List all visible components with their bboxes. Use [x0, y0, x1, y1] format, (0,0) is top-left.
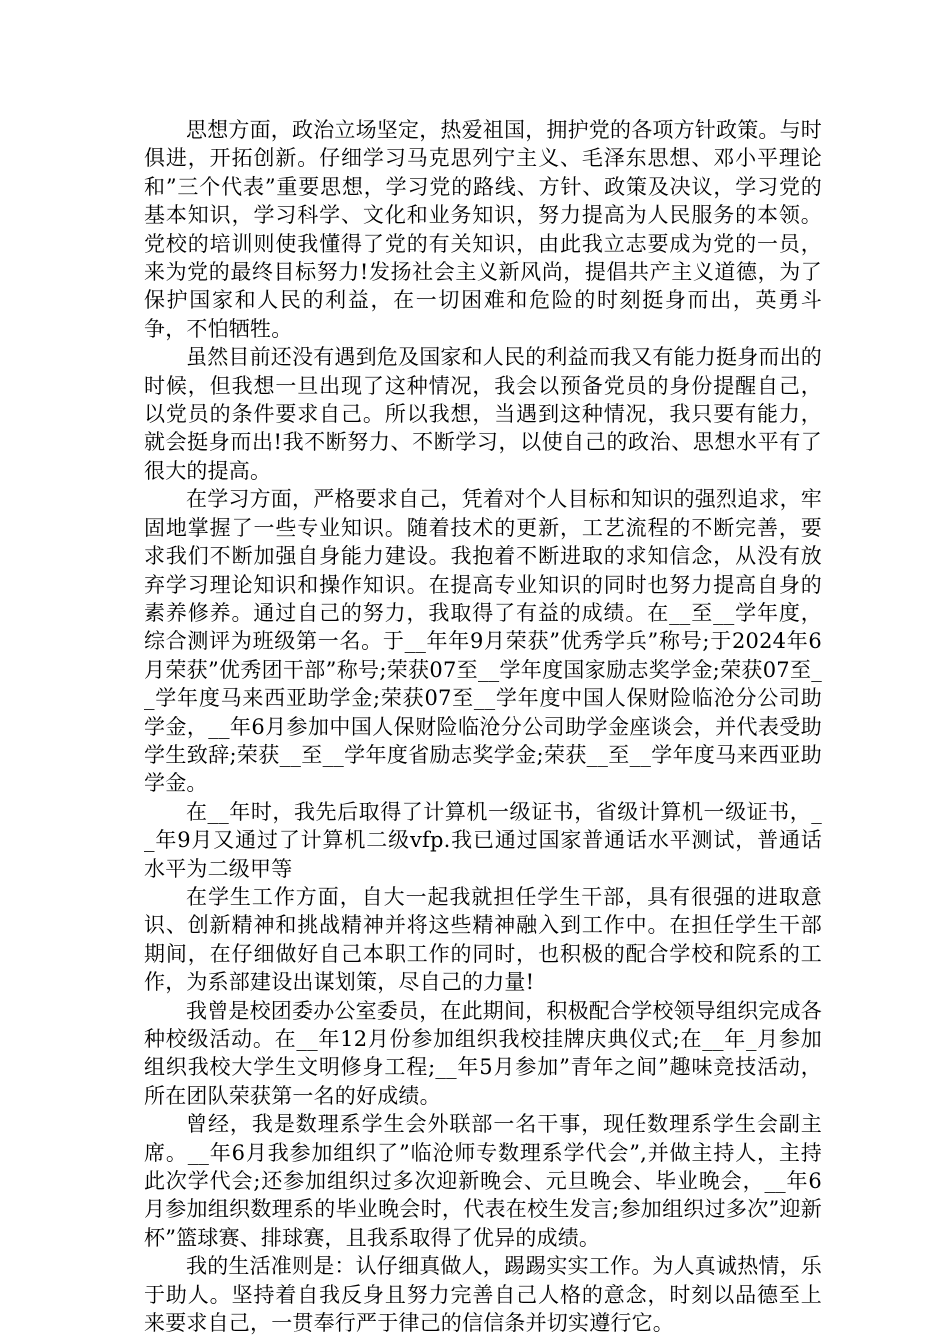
paragraph-certificates: 在__年时，我先后取得了计算机一级证书，省级计算机一级证书，__年9月又通过了计算机二级vfp.我已通过国家普通话水平测试，普通话水平为二级甲等: [144, 799, 822, 881]
paragraph-study: 在学习方面，严格要求自己，凭着对个人目标和知识的强烈追求，牢固地掌握了一些专业知识。随着技术的更新，工艺流程的不断完善，要求我们不断加强自身能力建设。我抱着不断进取的求知信念，从没有放弃学习理论知识和操作知识。在提高专业知识的同时也努力提高自身的素养修养。通过自己的努力，我取得了有益的成绩。在__至__学年度，综合测评为班级第一名。于__年年9月荣获”优秀学兵”称号;于2024年6月荣获”优秀团干部”称号;荣获07至__学年度国家励志奖学金;荣获07至__学年度马来西亚助学金;荣获07至__学年度中国人保财险临沧分公司助学金，__年6月参加中国人保财险临沧分公司助学金座谈会，并代表受助学生致辞;荣获__至__学年度省励志奖学金;荣获__至__学年度马来西亚助学金。: [144, 487, 822, 796]
paragraph-political-thought: 思想方面，政治立场坚定，热爱祖国，拥护党的各项方针政策。与时俱进，开拓创新。仔细学习马克思列宁主义、毛泽东思想、邓小平理论和”三个代表”重要思想，学习党的路线、方针、政策及决议，学习党的基本知识，学习科学、文化和业务知识，努力提高为人民服务的本领。党校的培训则使我懂得了党的有关知识，由此我立志要成为党的一员，来为党的最终目标努力!发扬社会主义新风尚，提倡共产主义道德，为了保护国家和人民的利益，在一切困难和危险的时刻挺身而出，英勇斗争，不怕牺牲。: [144, 118, 822, 341]
document-page: [144, 116, 822, 1337]
paragraph-life-principles: 我的生活准则是：认仔细真做人，踢踢实实工作。为人真诚热情，乐于助人。坚持着自我反身且努力完善自己人格的意念，时刻以品德至上来要求自己，一贯奉行严于律己的信信条并切实遵行它。: [144, 1254, 822, 1336]
paragraph-student-work: 在学生工作方面，自大一起我就担任学生干部，具有很强的进取意识、创新精神和挑战精神并将这些精神融入到工作中。在担任学生干部期间，在仔细做好自己本职工作的同时，也积极的配合学校和院系的工作，为系部建设出谋划策，尽自己的力量!: [144, 884, 822, 995]
paragraph-student-union: 曾经，我是数理系学生会外联部一名干事，现任数理系学生会副主席。__年6月我参加组织了”临沧师专数理系学代会”,并做主持人，主持此次学代会;还参加组织过多次迎新晚会、元旦晚会、毕业晚会，__年6月参加组织数理系的毕业晚会时，代表在校生发言;参加组织过多次”迎新杯”篮球赛、排球赛，且我系取得了优异的成绩。: [144, 1112, 822, 1250]
paragraph-youth-league: 我曾是校团委办公室委员，在此期间，积极配合学校领导组织完成各种校级活动。在__年12月份参加组织我校挂牌庆典仪式;在__年_月参加组织我校大学生文明修身工程;__年5月参加”青年之间”趣味竞技活动，所在团队荣获第一名的好成绩。: [144, 998, 822, 1108]
paragraph-readiness: 虽然目前还没有遇到危及国家和人民的利益而我又有能力挺身而出的时候，但我想一旦出现了这种情况，我会以预备党员的身份提醒自己，以党员的条件要求自己。所以我想，当遇到这种情况，我只要有能力，就会挺身而出!我不断努力、不断学习，以使自己的政治、思想水平有了很大的提高。: [144, 345, 822, 483]
